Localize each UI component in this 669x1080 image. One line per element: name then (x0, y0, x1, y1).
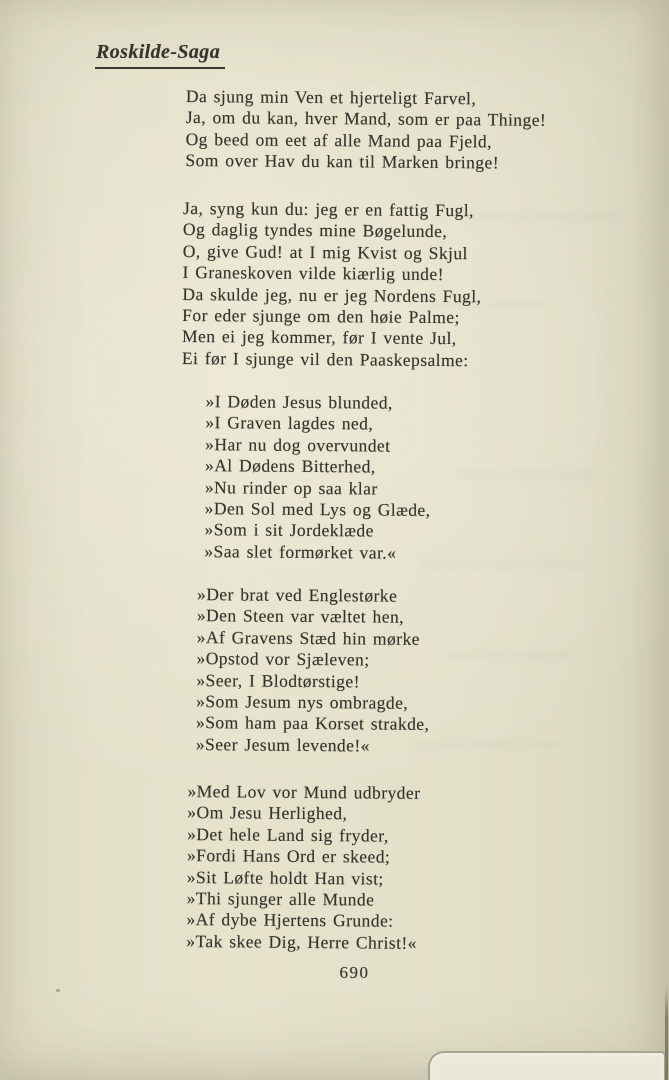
poem-line: »Den Steen var væltet hen, (196, 605, 405, 628)
poem-line: »Som ham paa Korset strakde, (195, 712, 430, 735)
poem-line: For eder sjunge om den høie Palme; (182, 305, 460, 328)
running-header: Roskilde-Saga (95, 41, 225, 69)
poem-line: »Som Jesum nys ombragde, (196, 691, 409, 713)
poem-line: Ja, syng kun du: jeg er en fattig Fugl, (182, 197, 475, 221)
paper-speck (56, 989, 60, 992)
poem-line: Ja, om du kan, hver Mand, som er paa Thinge! (185, 107, 547, 131)
poem-line: Men ei jeg kommer, før I vente Jul, (181, 326, 457, 349)
poem-line: Da sjung min Ven et hjerteligt Farvel, (185, 86, 477, 109)
poem-line: »Som i sit Jordeklæde (204, 519, 374, 541)
stanza (196, 584, 431, 757)
poem-line: I Graneskoven vilde kiærlig unde! (182, 262, 444, 285)
poem-line: O, give Gud! at I mig Kvist og Skjul (182, 240, 468, 264)
poem-line: »Fordi Hans Ord er skeed; (186, 845, 391, 867)
poem-line: »Tak skee Dig, Herre Christ!« (186, 930, 417, 953)
poem-line: »Der brat ved Englestørke (196, 584, 398, 606)
poem-line: Som over Hav du kan til Marken bringe! (185, 150, 500, 173)
poem-line: Da skulde jeg, nu er jeg Nordens Fugl, (182, 283, 482, 306)
poem-line: »Har nu dog overvundet (205, 433, 391, 456)
poem-line: Ei før I sjunge vil den Paaskepsalme: (181, 347, 469, 371)
stanza (186, 781, 420, 954)
page-number: 690 (339, 963, 370, 982)
poem-line: »Sit Løfte holdt Han vist; (186, 866, 384, 889)
poem-line: »Thi sjunger alle Munde (186, 888, 375, 910)
poem-line: »I Døden Jesus blunded, (205, 391, 393, 413)
poem-line: »Med Lov vor Mund udbryder (187, 781, 421, 803)
inserted-card-corner (428, 1051, 666, 1080)
poem-line: »Den Sol med Lys og Glæde, (204, 498, 431, 520)
poem-line: »Seer, I Blodtørstige! (196, 669, 361, 692)
poem-line: »Nu rinder op saa klar (204, 476, 378, 499)
poem-line: Og beed om eet af alle Mand paa Fjeld, (185, 128, 493, 152)
poem-line: »Af dybe Hjertens Grunde: (186, 909, 394, 932)
poem-line: »Seer Jesum levende!« (195, 733, 370, 756)
stanza (182, 198, 482, 372)
stanza (185, 86, 546, 174)
stanza (204, 391, 431, 564)
poem-line: »Det hele Land sig fryder, (187, 823, 389, 846)
poem-line: »I Graven lagdes ned, (205, 412, 374, 434)
poem-line: »Om Jesu Herlighed, (187, 802, 348, 824)
poem-line: »Opstod vor Sjæleven; (196, 648, 370, 670)
poem-line: »Saa slet formørket var.« (204, 541, 397, 563)
page-edge-shadow (665, 985, 668, 1080)
poem-line: »Af Gravens Stæd hin mørke (196, 626, 420, 649)
poem-line: »Al Dødens Bitterhed, (204, 455, 376, 477)
poem-line: Og daglig tyndes mine Bøgelunde, (182, 219, 448, 242)
